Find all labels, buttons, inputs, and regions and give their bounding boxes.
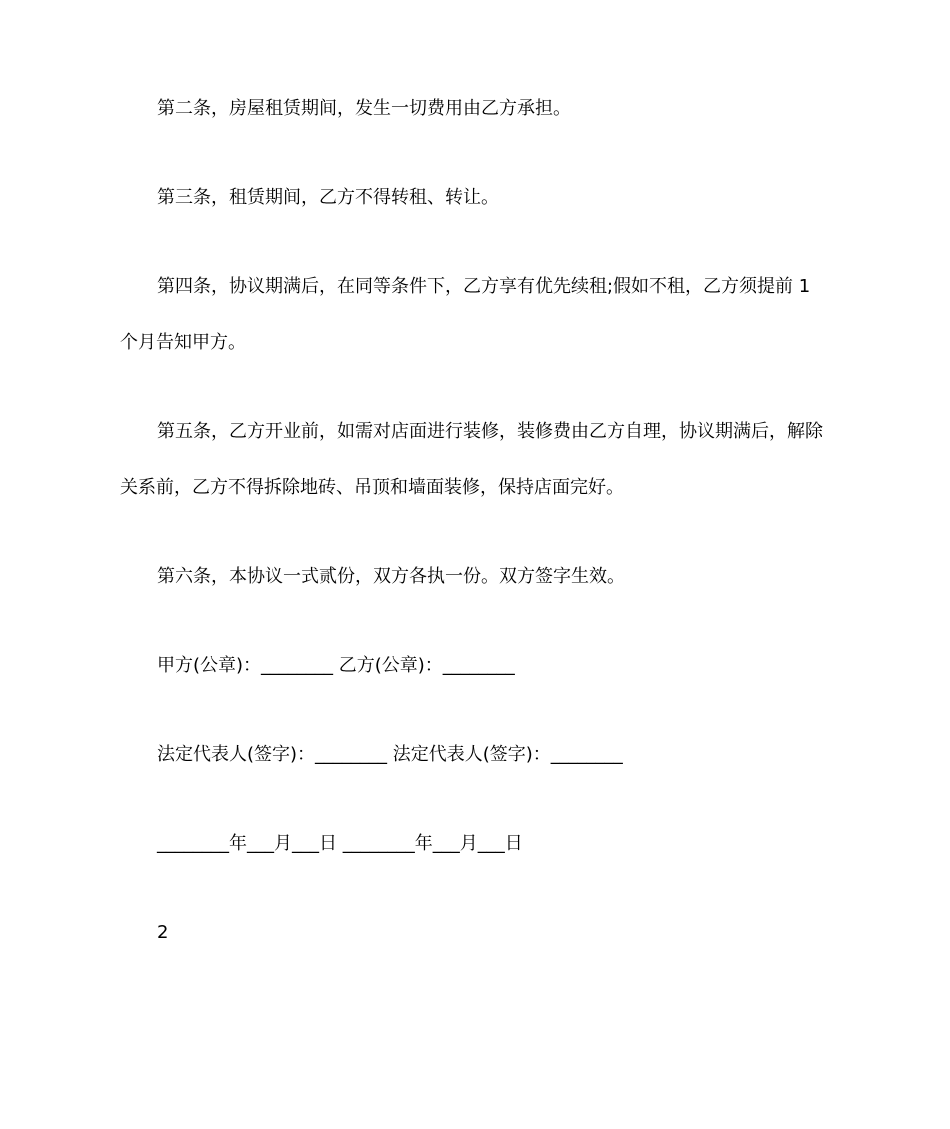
article-4-line-1: 第四条，协议期满后，在同等条件下，乙方享有优先续租;假如不租，乙方须提前 1 xyxy=(157,276,811,297)
signature-line: 法定代表人(签字)：________ 法定代表人(签字)：________ xyxy=(157,744,623,765)
article-2: 第二条，房屋租赁期间，发生一切费用由乙方承担。 xyxy=(157,98,571,119)
article-5-line-2: 关系前，乙方不得拆除地砖、吊顶和墙面装修，保持店面完好。 xyxy=(120,477,624,498)
page-number: 2 xyxy=(157,922,169,943)
seal-line: 甲方(公章)：________ 乙方(公章)：________ xyxy=(157,655,515,676)
article-5-line-1: 第五条，乙方开业前，如需对店面进行装修，装修费由乙方自理，协议期满后，解除 xyxy=(157,421,823,442)
article-3: 第三条，租赁期间，乙方不得转租、转让。 xyxy=(157,187,499,208)
date-line: ________年___月___日 ________年___月___日 xyxy=(157,833,523,854)
article-6: 第六条，本协议一式贰份，双方各执一份。双方签字生效。 xyxy=(157,566,625,587)
article-4-line-2: 个月告知甲方。 xyxy=(120,332,246,353)
